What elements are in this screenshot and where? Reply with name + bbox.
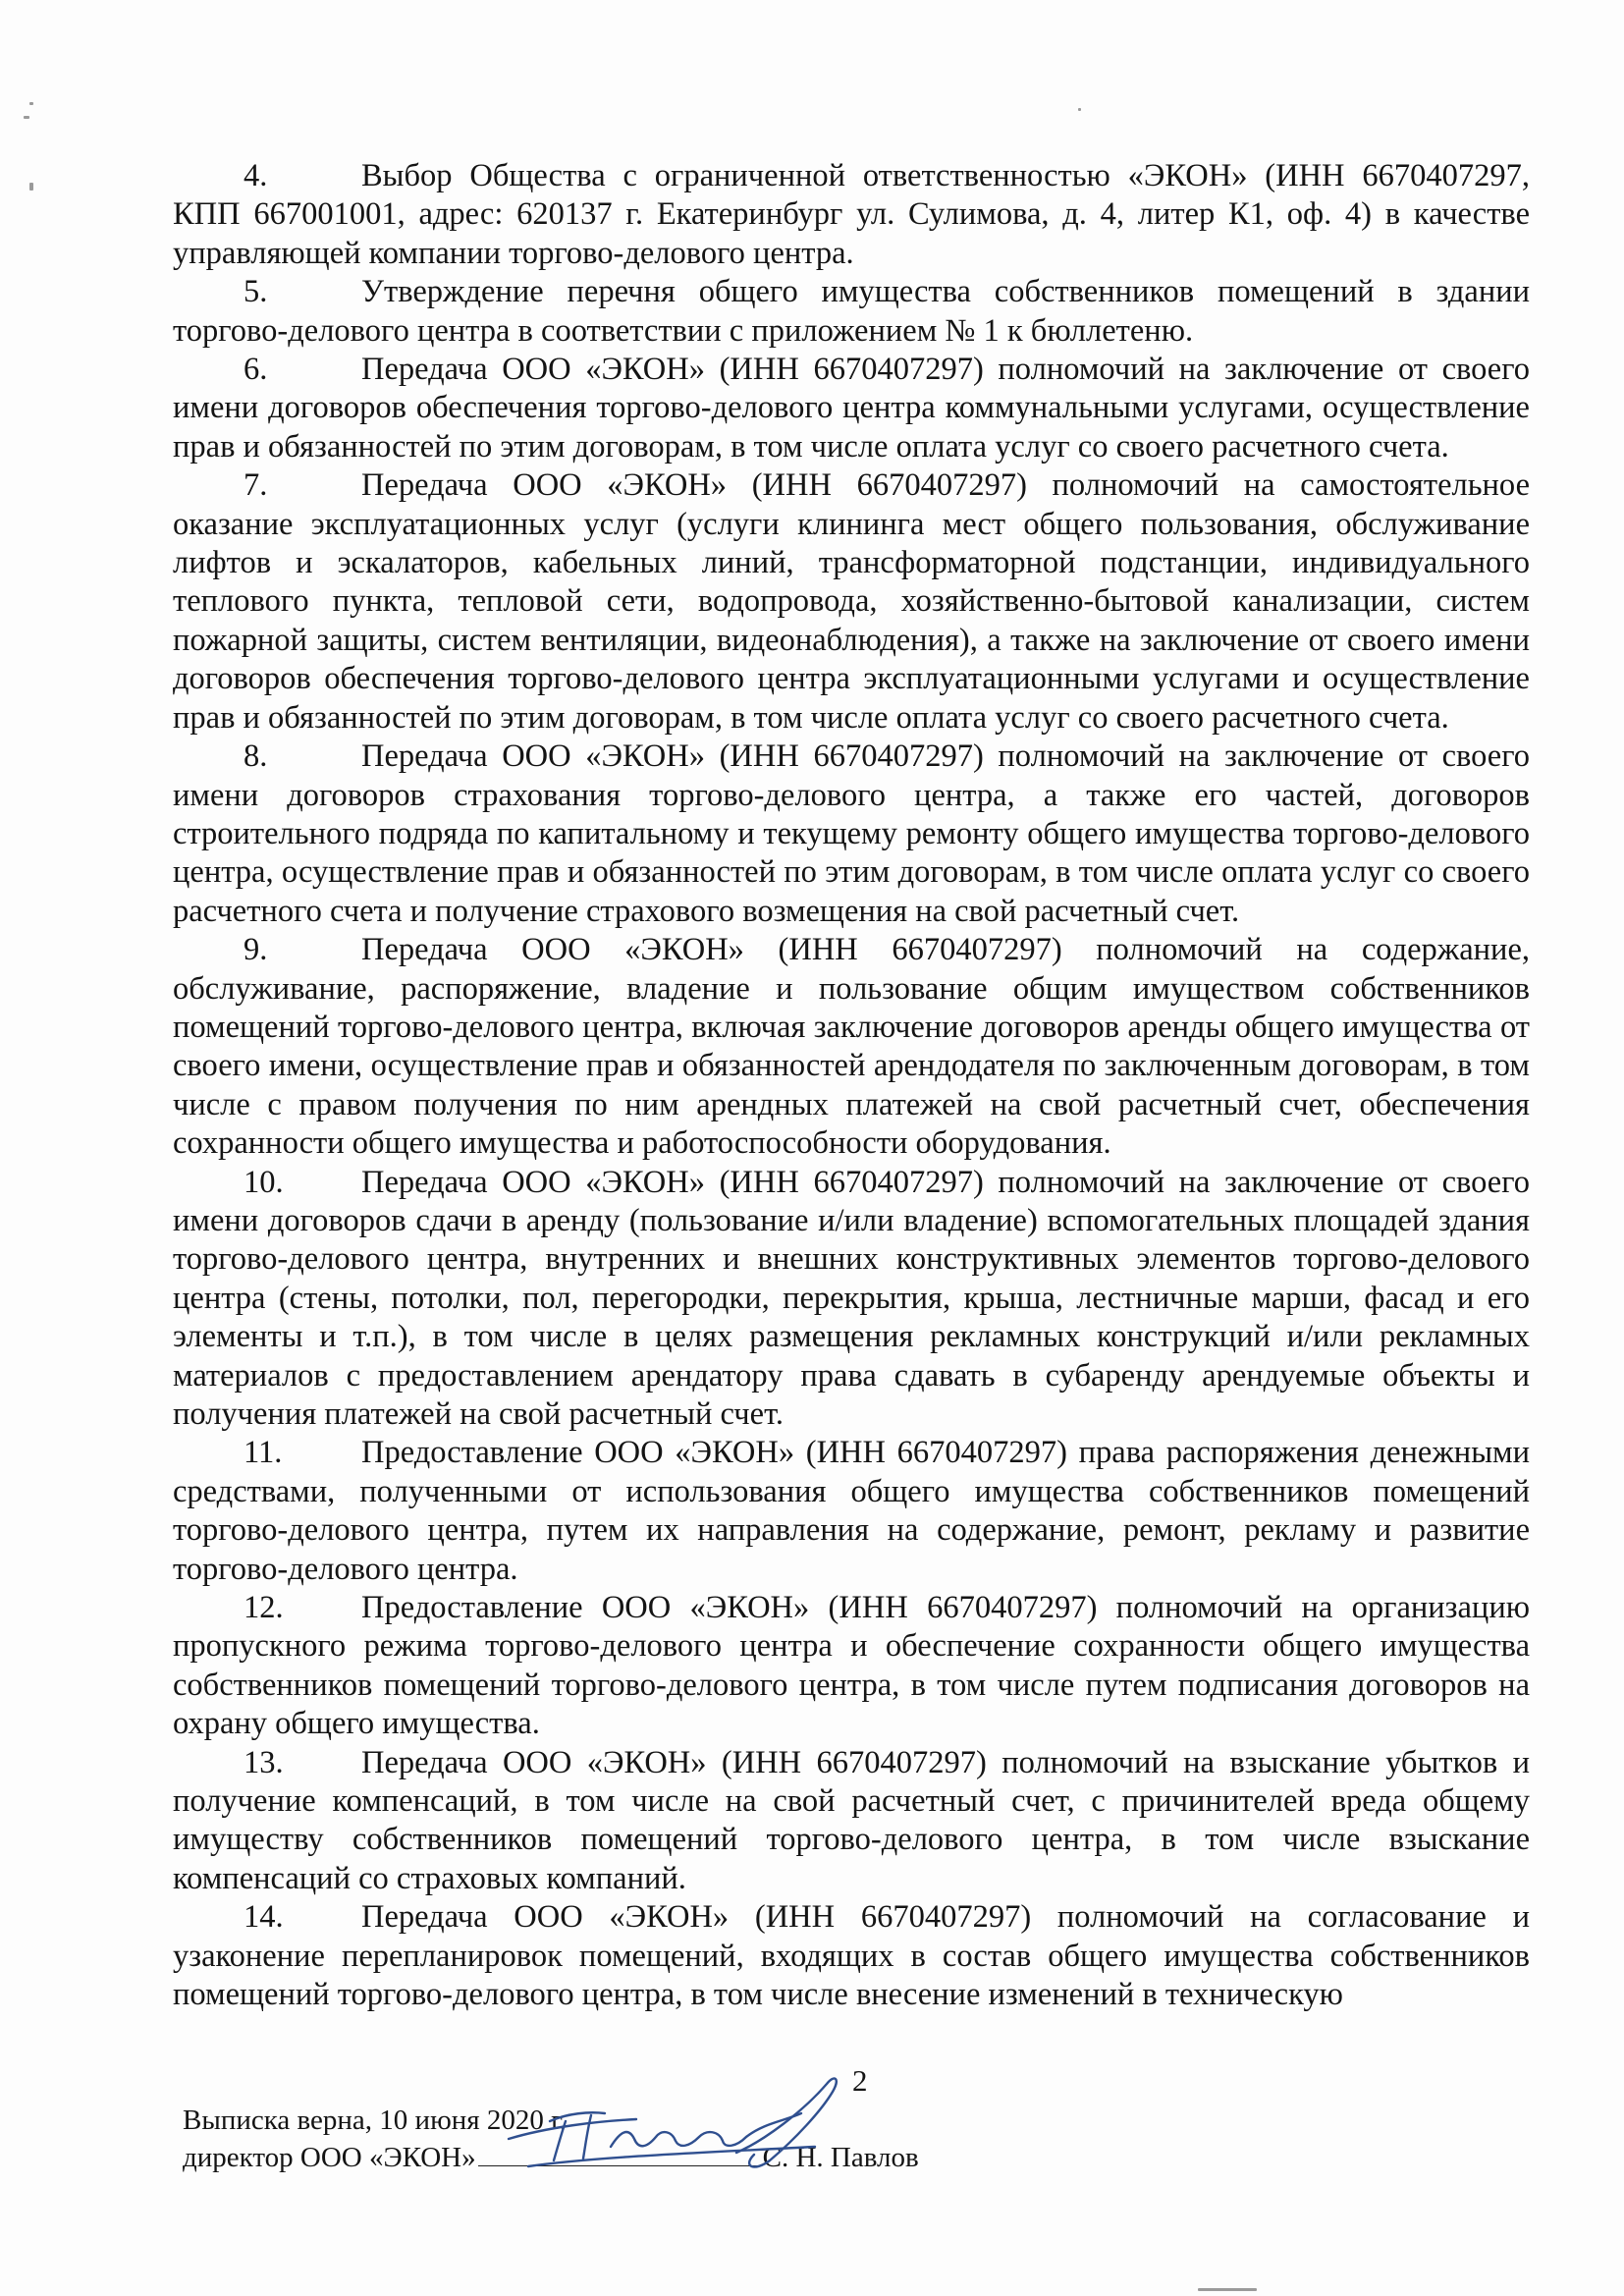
- item-number: 13.: [244, 1744, 284, 1780]
- scan-speck: [29, 183, 33, 191]
- handwritten-signature-icon: [489, 2062, 862, 2180]
- scan-speck: [29, 102, 33, 105]
- item-text: Передача ООО «ЭКОН» (ИНН 6670407297) полномочий на самостоятельное оказание эксплуатационных услуг (услуги клининга мест общего пользования, обслуживание лифтов и эскалаторов, кабельных линий, трансформаторной подстанции, индивидуального теплового пункта, тепловой сети, водопровода, хозяйственно-бытовой канализации, систем пожарной защиты, систем вентиляции, видеонаблюдения), а также на заключение от своего имени договоров обеспечения торгово-делового центра эксплуатационными услугами и осуществление прав и обязанностей по этим договорам, в том числе оплата услуг со своего расчетного счета.: [173, 467, 1530, 736]
- page-number: 2: [852, 2063, 868, 2098]
- item-text: Передача ООО «ЭКОН» (ИНН 6670407297) полномочий на содержание, обслуживание, распоряжение, владение и пользование общим имуществом собственников помещений торгово-делового центра, включая заключение договоров аренды общего имущества от своего имени, осуществление прав и обязанностей арендодателя по заключенным договорам, в том числе с правом получения по ним арендных платежей на свой расчетный счет, обеспечения сохранности общего имущества и работоспособности оборудования.: [173, 932, 1530, 1162]
- item-text: Передача ООО «ЭКОН» (ИНН 6670407297) полномочий на заключение от своего имени договоров обеспечения торгово-делового центра коммунальными услугами, осуществление прав и обязанностей по этим договорам, в том числе оплата услуг со своего расчетного счета.: [173, 352, 1530, 465]
- item-number: 7.: [244, 467, 268, 504]
- list-item: [173, 1589, 1530, 1744]
- list-item: [173, 931, 1530, 1163]
- document-body: [173, 157, 1530, 2015]
- item-text: Предоставление ООО «ЭКОН» (ИНН 6670407297) полномочий на организацию пропускного режима торгово-делового центра и обеспечение сохранности общего имущества собственников помещений торгово-делового центра, в том числе путем подписания договоров на охрану общего имущества.: [173, 1590, 1530, 1742]
- item-number: 5.: [244, 274, 268, 310]
- scan-speck: [24, 116, 29, 119]
- item-text: Утверждение перечня общего имущества собственников помещений в здании торгово-делового центра в соответствии с приложением № 1 к бюллетеню.: [173, 274, 1530, 349]
- item-text: Передача ООО «ЭКОН» (ИНН 6670407297) полномочий на взыскание убытков и получение компенсаций, в том числе на свой расчетный счет, с причинителей вреда общему имуществу собственников помещений торгово-делового центра, в том числе взыскание компенсаций со страховых компаний.: [173, 1744, 1530, 1896]
- item-text: Передача ООО «ЭКОН» (ИНН 6670407297) полномочий на согласование и узаконение перепланировок помещений, входящих в состав общего имущества собственников помещений торгово-делового центра, в том числе внесение изменений в техническую: [173, 1899, 1530, 2013]
- scan-speck: [1078, 108, 1081, 111]
- list-item: [173, 157, 1530, 273]
- item-text: Передача ООО «ЭКОН» (ИНН 6670407297) полномочий на заключение от своего имени договоров страхования торгово-делового центра, а также его частей, договоров строительного подряда по капитальному и текущему ремонту общего имущества торгово-делового центра, осуществление прав и обязанностей по этим договорам, в том числе оплата услуг со своего расчетного счета и получение страхового возмещения на свой расчетный счет.: [173, 738, 1530, 929]
- list-item: [173, 738, 1530, 931]
- item-number: 14.: [244, 1899, 284, 1936]
- item-text: Предоставление ООО «ЭКОН» (ИНН 6670407297) права распоряжения денежными средствами, полученными от использования общего имущества собственников помещений торгово-делового центра, путем их направления на содержание, ремонт, рекламу и развитие торгово-делового центра.: [173, 1435, 1530, 1587]
- list-item: [173, 1744, 1530, 1899]
- item-number: 11.: [244, 1435, 283, 1471]
- list-item: [173, 466, 1530, 738]
- list-item: [173, 1434, 1530, 1589]
- item-number: 9.: [244, 932, 268, 968]
- item-number: 6.: [244, 352, 268, 388]
- extract-certification-text: Выписка верна, 10 июня 2020 г.: [183, 2105, 567, 2136]
- item-text: Выбор Общества с ограниченной ответственностью «ЭКОН» (ИНН 6670407297, КПП 667001001, адрес: 620137 г. Екатеринбург ул. Сулимова, д. 4, литер К1, оф. 4) в качестве управляющей компании торгово-делового центра.: [173, 158, 1530, 271]
- list-item: [173, 1164, 1530, 1435]
- item-number: 10.: [244, 1164, 284, 1200]
- item-number: 4.: [244, 158, 268, 193]
- list-item: [173, 1898, 1530, 2014]
- director-title: директор ООО «ЭКОН»: [183, 2142, 476, 2173]
- list-item: [173, 273, 1530, 351]
- scan-speck: [1198, 2288, 1257, 2291]
- item-number: 8.: [244, 738, 268, 775]
- item-text: Передача ООО «ЭКОН» (ИНН 6670407297) полномочий на заключение от своего имени договоров сдачи в аренду (пользование и/или владение) вспомогательных площадей здания торгово-делового центра, внутренних и внешних конструктивных элементов торгово-делового центра (стены, потолки, пол, перегородки, перекрытия, крыша, лестничные марши, фасад и его элементы и т.п.), в том числе в целях размещения рекламных конструкций и/или рекламных материалов с предоставлением арендатору права сдавать в субаренду арендуемые объекты и получения платежей на свой расчетный счет.: [173, 1164, 1530, 1432]
- list-item: [173, 351, 1530, 466]
- item-number: 12.: [244, 1590, 284, 1626]
- director-name: С. Н. Павлов: [762, 2142, 919, 2173]
